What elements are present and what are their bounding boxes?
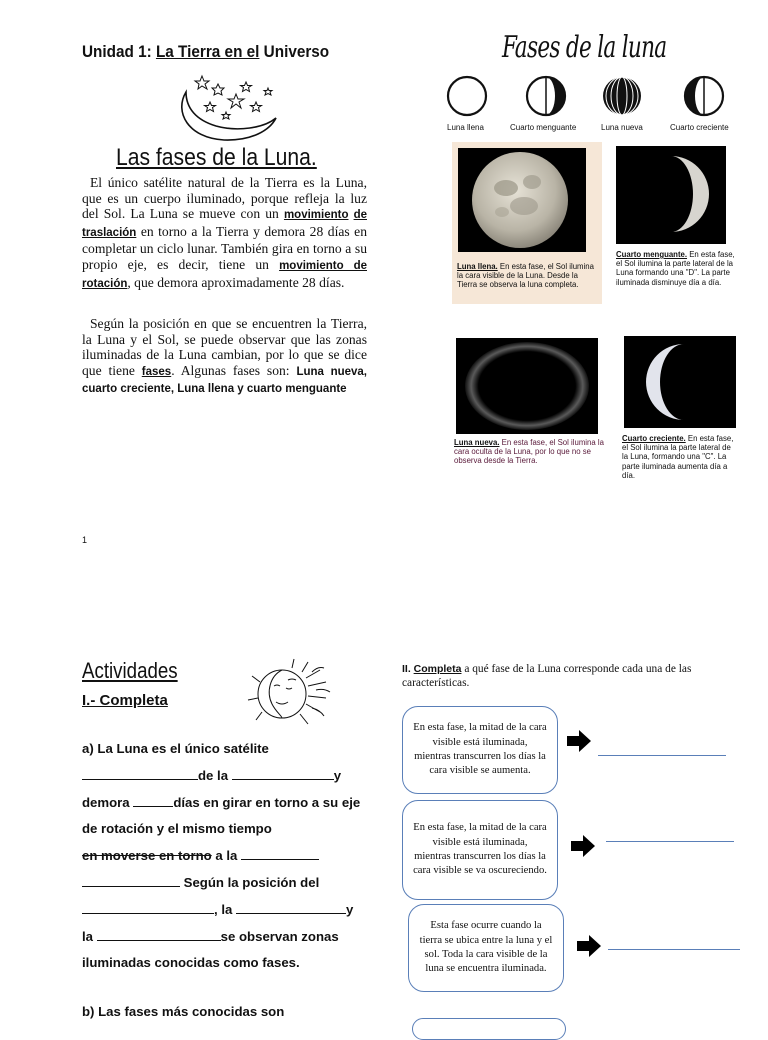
new-moon-phase-icon xyxy=(600,74,644,118)
clue-box-2: En esta fase, la mitad de la cara visible está iluminada, mientras transcurren los días la cara visible se va oscureciendo. xyxy=(402,800,558,900)
blank-4[interactable] xyxy=(241,847,319,860)
keyword-traslacion: de traslación xyxy=(82,209,367,239)
answer-line-1[interactable] xyxy=(598,754,726,756)
main-title: Las fases de la Luna. xyxy=(116,144,317,171)
caption-new-moon: Luna nueva xyxy=(601,123,643,132)
arrow-right-icon xyxy=(570,835,596,857)
waxing-quarter-label: Cuarto creciente. xyxy=(622,434,686,443)
waning-quarter-label: Cuarto menguante. xyxy=(616,250,688,259)
section-2-label: II. xyxy=(402,663,411,675)
waning-quarter-photo xyxy=(616,146,726,244)
section-2-keyword: Completa xyxy=(413,663,462,675)
keyword-rotacion: movimiento de rotación xyxy=(82,259,367,290)
section-2-instruction: II. Completa a qué fase de la Luna corresponde cada una de las características. xyxy=(402,663,692,689)
new-moon-description: Luna nueva. En esta fase, el Sol ilumina la cara oculta de la Luna, por lo que no se observa desde la Tierra. xyxy=(454,438,604,466)
caption-full-moon: Luna llena xyxy=(447,123,484,132)
waxing-quarter-phase-icon xyxy=(682,74,726,118)
new-moon-photo xyxy=(456,338,598,434)
position-paragraph: Según la posición en que se encuentren la Tierra, la Luna y el Sol, se puede observar que las zonas iluminadas de la Luna cambian, por lo que se dice que tiene fases. Algunas fases son: Luna nueva, cuarto creciente, Luna llena y cuarto menguante xyxy=(82,316,367,396)
unit-name-part2: Universo xyxy=(259,42,330,61)
keyword-fases: fases xyxy=(141,365,172,378)
new-moon-label: Luna nueva. xyxy=(454,438,500,447)
activities-heading: Actividades xyxy=(82,658,178,683)
waxing-quarter-photo xyxy=(624,336,736,428)
moon-and-stars-icon xyxy=(172,72,284,144)
full-moon-label: Luna llena. xyxy=(457,262,498,271)
page-number: 1 xyxy=(82,535,88,545)
waning-quarter-card xyxy=(614,142,736,302)
full-moon-card xyxy=(452,142,602,304)
caption-waning-quarter: Cuarto menguante xyxy=(510,123,577,132)
keyword-movimiento: movimiento xyxy=(283,209,349,222)
phases-list: Luna nueva, cuarto creciente, Luna llena y cuarto menguante xyxy=(82,365,367,396)
intro-paragraph: El único satélite natural de la Tierra es la Luna, que es un cuerpo iluminado, porque refleja la luz del Sol. La Luna se mueve con un movimiento de traslación en torno a la Tierra y demora 28 días en completar un ciclo lunar. También gira en torno a su propio eje, es decir, tiene un movimiento de rotación, que demora aproximadamente 28 días. xyxy=(82,175,367,290)
waxing-quarter-card xyxy=(620,336,738,480)
blank-5[interactable] xyxy=(82,874,180,887)
phases-chart-title: Fases de la luna xyxy=(502,30,667,65)
unit-name-part1: La Tierra en el xyxy=(155,42,260,61)
full-moon-photo xyxy=(458,148,586,252)
blank-3[interactable] xyxy=(133,794,173,807)
answer-line-3[interactable] xyxy=(608,948,740,950)
blank-7[interactable] xyxy=(236,901,346,914)
blank-6[interactable] xyxy=(82,901,214,914)
clue-box-4 xyxy=(412,1018,566,1040)
answer-line-2[interactable] xyxy=(606,840,734,842)
exercise-a: a) La Luna es el único satélite de la y demora días en girar en torno a su eje de rotación y el mismo tiempo en moverse en torno a la Según la posición del , la y la se observan zonas iluminadas conocidas como fases. xyxy=(82,741,361,971)
arrow-right-icon xyxy=(576,935,602,957)
arrow-right-icon xyxy=(566,730,592,752)
clue-box-1: En esta fase, la mitad de la cara visible está iluminada, mientras transcurren los días la cara visible se aumenta. xyxy=(402,706,558,794)
unit-title xyxy=(82,42,329,62)
full-moon-phase-icon xyxy=(445,74,489,118)
caption-waxing-quarter: Cuarto creciente xyxy=(670,123,729,132)
unit-prefix: Unidad 1: xyxy=(82,42,156,61)
blank-2[interactable] xyxy=(232,767,334,780)
waning-quarter-phase-icon xyxy=(524,74,568,118)
blank-8[interactable] xyxy=(97,928,221,941)
blank-1[interactable] xyxy=(82,767,198,780)
exercise-b: b) Las fases más conocidas son xyxy=(82,1004,285,1019)
clue-box-3: Esta fase ocurre cuando la tierra se ubica entre la luna y el sol. Toda la cara visible de la luna se encuentra iluminada. xyxy=(408,904,564,992)
full-moon-description: Luna llena. En esta fase, el Sol ilumina la cara visible de la Luna. Desde la Tierra se observa la luna completa. xyxy=(457,262,594,290)
new-moon-card xyxy=(452,338,604,480)
section-1-heading: I.- Completa xyxy=(82,692,168,709)
sun-moon-icon xyxy=(232,658,336,728)
waning-quarter-description: Cuarto menguante. En esta fase, el Sol ilumina la parte lateral de la Luna formando una "D". La parte iluminada disminuye día a día. xyxy=(616,250,735,287)
waxing-quarter-description: Cuarto creciente. En esta fase, el Sol ilumina la parte lateral de la Luna, formando una "C". La parte iluminada aumenta día a día. xyxy=(622,434,734,480)
